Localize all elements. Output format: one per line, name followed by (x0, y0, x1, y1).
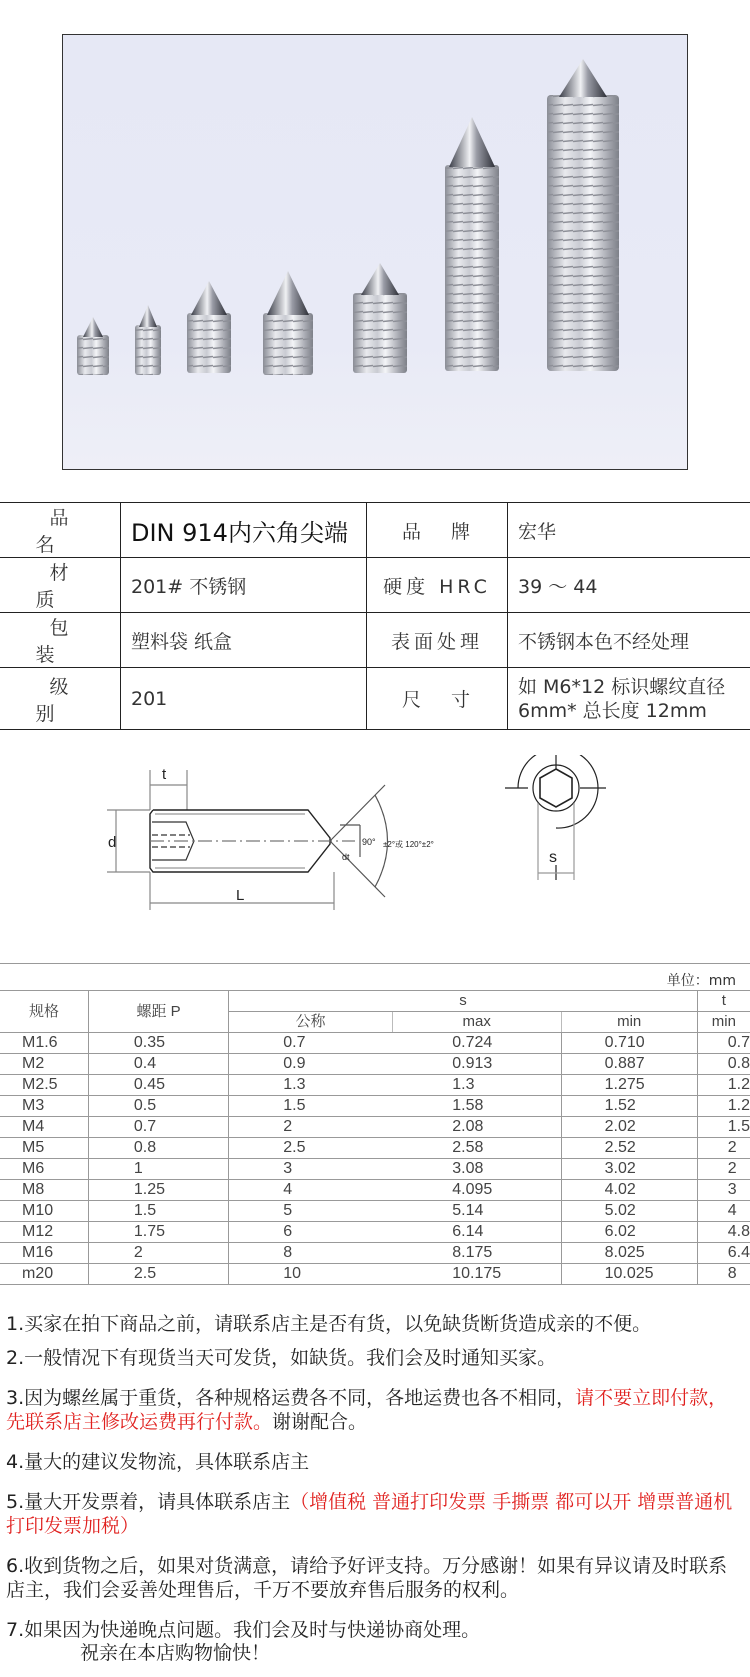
cell-spec: M2.5 (0, 1075, 88, 1096)
spec-label: 材质 (0, 558, 121, 613)
spec-table (0, 502, 750, 730)
size-value-line: 6mm* 总长度 12mm (518, 699, 707, 722)
screw-1 (77, 317, 109, 375)
spec-row (0, 613, 750, 668)
label-L: L (236, 887, 245, 904)
spec-label: 品名 (0, 503, 121, 558)
size-value-line: 如 M6*12 标识螺纹直径 (518, 675, 726, 698)
cell-min: 2.02 (561, 1117, 697, 1138)
label-dt: dt (342, 852, 350, 862)
cell-pitch: 0.5 (88, 1096, 228, 1117)
cell-max: 0.724 (392, 1033, 561, 1054)
label-s: s (549, 849, 557, 866)
cell-t: 2 (697, 1138, 750, 1159)
cell-pitch: 0.7 (88, 1117, 228, 1138)
cell-t: 2 (697, 1159, 750, 1180)
table-row (0, 1201, 750, 1222)
cell-t: 1.2 (697, 1075, 750, 1096)
screw-3 (187, 281, 231, 373)
product-name: DIN 914内六角尖端 (121, 503, 367, 558)
cell-nominal: 1.3 (229, 1075, 392, 1096)
cell-min: 4.02 (561, 1180, 697, 1201)
table-row (0, 1033, 750, 1054)
note-5 (6, 1490, 746, 1538)
screws-illustration (63, 35, 688, 470)
note-7: 7.如果因为快递晚点问题。我们会及时与快递协商处理。 (6, 1619, 481, 1641)
note-3 (6, 1386, 746, 1434)
cell-min: 6.02 (561, 1222, 697, 1243)
cell-spec: M8 (0, 1180, 88, 1201)
grade-value: 201 (121, 668, 367, 730)
cell-nominal: 2.5 (229, 1138, 392, 1159)
cell-max: 3.08 (392, 1159, 561, 1180)
note-4: 4.量大的建议发物流，具体联系店主 (6, 1451, 310, 1473)
cell-t: 6.4 (697, 1243, 750, 1264)
cell-min: 3.02 (561, 1159, 697, 1180)
cell-max: 4.095 (392, 1180, 561, 1201)
cell-nominal: 8 (229, 1243, 392, 1264)
spec-label: 硬度 HRC (367, 558, 508, 613)
cell-nominal: 10 (229, 1264, 392, 1285)
brand-value: 宏华 (508, 503, 750, 558)
table-row (0, 1264, 750, 1285)
table-row (0, 1096, 750, 1117)
col-max: max (392, 1012, 561, 1033)
spec-label: 尺寸 (367, 668, 508, 730)
col-t: t (697, 991, 750, 1012)
size-value (508, 668, 750, 730)
col-t-min: min (697, 1012, 750, 1033)
cell-pitch: 2.5 (88, 1264, 228, 1285)
cell-max: 1.58 (392, 1096, 561, 1117)
cell-nominal: 0.9 (229, 1054, 392, 1075)
cell-min: 8.025 (561, 1243, 697, 1264)
cell-min: 0.710 (561, 1033, 697, 1054)
spec-row (0, 558, 750, 613)
cell-pitch: 1 (88, 1159, 228, 1180)
angle-tolerance: ±2°或 120°±2° (383, 840, 434, 849)
cell-pitch: 0.45 (88, 1075, 228, 1096)
col-s: s (229, 991, 697, 1012)
note-3-tail: 谢谢配合。 (272, 1411, 368, 1433)
cell-spec: M5 (0, 1138, 88, 1159)
label-d: d (108, 834, 117, 851)
hardness-value: 39 ～ 44 (508, 558, 750, 613)
cell-min: 10.025 (561, 1264, 697, 1285)
dimension-rows (0, 1033, 750, 1285)
screw-6 (445, 117, 499, 371)
col-spec: 规格 (0, 991, 88, 1033)
cell-max: 8.175 (392, 1243, 561, 1264)
table-row (0, 1138, 750, 1159)
cell-max: 1.3 (392, 1075, 561, 1096)
table-row (0, 1159, 750, 1180)
table-row (0, 1222, 750, 1243)
cell-pitch: 0.4 (88, 1054, 228, 1075)
note-5-text: 5.量大开发票着，请具体联系店主 (6, 1491, 291, 1513)
table-row (0, 1075, 750, 1096)
cell-pitch: 1.75 (88, 1222, 228, 1243)
cell-spec: M16 (0, 1243, 88, 1264)
cell-t: 1.2 (697, 1096, 750, 1117)
cell-max: 2.58 (392, 1138, 561, 1159)
cell-t: 0.8 (697, 1054, 750, 1075)
cell-nominal: 6 (229, 1222, 392, 1243)
cell-t: 1.5 (697, 1117, 750, 1138)
cell-spec: M3 (0, 1096, 88, 1117)
note-1: 1.买家在拍下商品之前，请联系店主是否有货，以免缺货断货造成亲的不便。 (6, 1313, 652, 1335)
spec-label: 表面处理 (367, 613, 508, 668)
technical-drawing (0, 755, 750, 935)
table-row (0, 1054, 750, 1075)
cell-t: 4.8 (697, 1222, 750, 1243)
cell-pitch: 1.5 (88, 1201, 228, 1222)
screw-4 (263, 271, 313, 375)
cell-t: 4 (697, 1201, 750, 1222)
cell-min: 1.52 (561, 1096, 697, 1117)
product-photo (62, 34, 688, 470)
table-row (0, 1243, 750, 1264)
spec-row (0, 668, 750, 730)
cell-t: 3 (697, 1180, 750, 1201)
cell-max: 6.14 (392, 1222, 561, 1243)
cell-spec: M12 (0, 1222, 88, 1243)
material-value: 201# 不锈钢 (121, 558, 367, 613)
table-row (0, 1117, 750, 1138)
screw-2 (135, 305, 161, 375)
cell-nominal: 0.7 (229, 1033, 392, 1054)
note-3-warning: 请不要立即付款，先联系店主修改运费再行付款。 (6, 1387, 728, 1433)
cell-spec: M2 (0, 1054, 88, 1075)
spec-label: 级别 (0, 668, 121, 730)
label-t: t (162, 766, 167, 783)
cell-spec: M1.6 (0, 1033, 88, 1054)
note-6: 6.收到货物之后，如果对货满意，请给予好评支持。万分感谢！如果有异议请及时联系店主，我们会妥善处理售后，千万不要放弃售后服务的权利。 (6, 1555, 728, 1601)
surface-value: 不锈钢本色不经处理 (508, 613, 750, 668)
cell-pitch: 2 (88, 1243, 228, 1264)
note-2: 2.一般情况下有现货当天可发货，如缺货。我们会及时通知买家。 (6, 1347, 557, 1369)
spec-label: 包装 (0, 613, 121, 668)
col-pitch: 螺距 P (88, 991, 228, 1033)
cell-nominal: 4 (229, 1180, 392, 1201)
closing-message: 祝亲在本店购物愉快！ (80, 1642, 271, 1664)
unit-label: 单位：mm (666, 973, 736, 989)
cell-nominal: 5 (229, 1201, 392, 1222)
cell-min: 5.02 (561, 1201, 697, 1222)
cell-nominal: 2 (229, 1117, 392, 1138)
divider (0, 963, 750, 964)
cell-spec: m20 (0, 1264, 88, 1285)
angle-label: 90° (362, 837, 376, 847)
cell-t: 0.7 (697, 1033, 750, 1054)
spec-row (0, 503, 750, 558)
cell-t: 8 (697, 1264, 750, 1285)
cell-max: 2.08 (392, 1117, 561, 1138)
cell-min: 0.887 (561, 1054, 697, 1075)
cell-max: 5.14 (392, 1201, 561, 1222)
note-5-invoice: （增值税 普通打印发票 手撕票 都可以开 增票普通机打印发票加税） (6, 1491, 733, 1537)
shop-notes (6, 1312, 746, 1652)
cell-spec: M4 (0, 1117, 88, 1138)
dimension-table (0, 990, 750, 1285)
cell-pitch: 1.25 (88, 1180, 228, 1201)
cell-max: 0.913 (392, 1054, 561, 1075)
screw-7 (547, 59, 619, 371)
cell-pitch: 0.35 (88, 1033, 228, 1054)
cell-max: 10.175 (392, 1264, 561, 1285)
cell-spec: M10 (0, 1201, 88, 1222)
cell-pitch: 0.8 (88, 1138, 228, 1159)
col-min: min (561, 1012, 697, 1033)
cell-nominal: 1.5 (229, 1096, 392, 1117)
table-row (0, 1180, 750, 1201)
cell-spec: M6 (0, 1159, 88, 1180)
col-nominal: 公称 (229, 1012, 392, 1033)
note-3-text: 3.因为螺丝属于重货，各种规格运费各不同，各地运费也各不相同， (6, 1387, 576, 1409)
screw-5 (353, 263, 407, 373)
packaging-value: 塑料袋 纸盒 (121, 613, 367, 668)
spec-label: 品牌 (367, 503, 508, 558)
cell-min: 2.52 (561, 1138, 697, 1159)
cell-min: 1.275 (561, 1075, 697, 1096)
cell-nominal: 3 (229, 1159, 392, 1180)
header-row (0, 991, 750, 1012)
